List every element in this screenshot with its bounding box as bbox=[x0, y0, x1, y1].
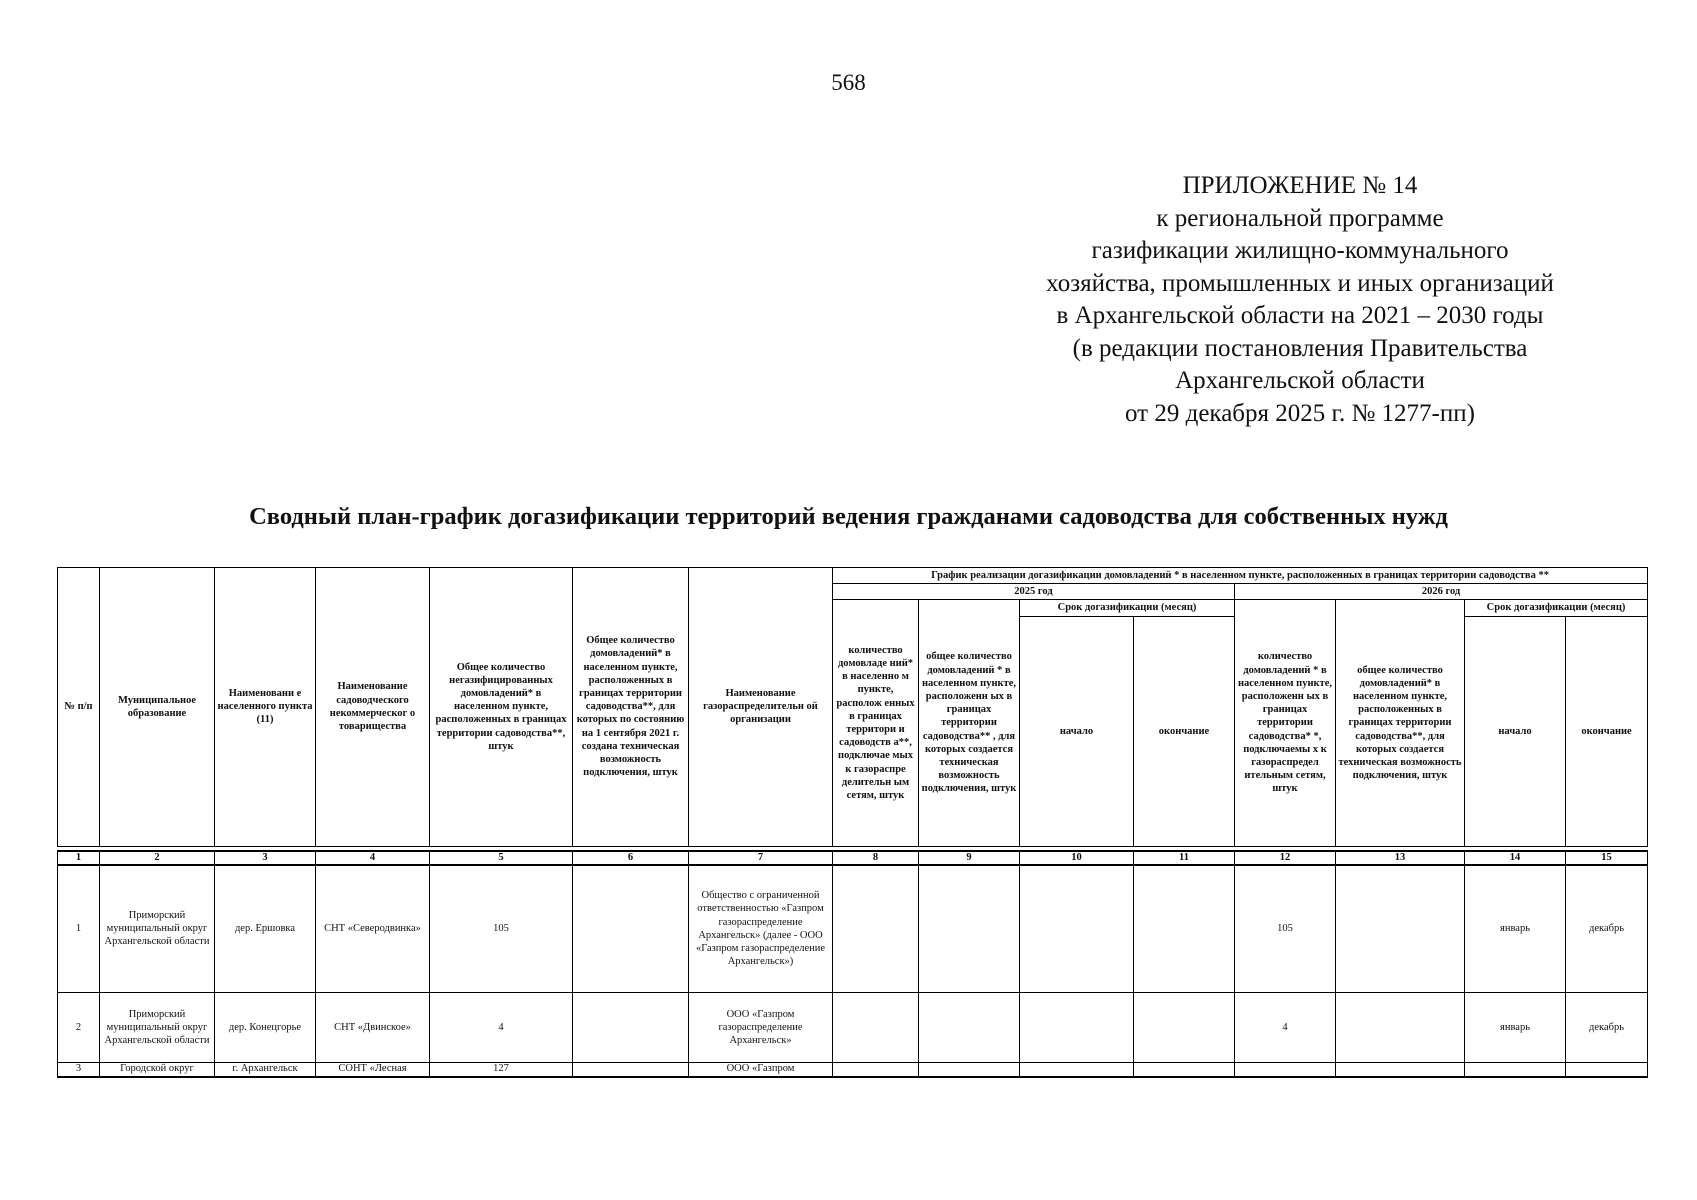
appendix-line: в Архангельской области на 2021 – 2030 годы bbox=[1056, 302, 1544, 329]
row-number: 2 bbox=[58, 993, 100, 1063]
header-gas-org: Наименование газораспределительн ой организации bbox=[689, 568, 833, 847]
gasification-plan-table bbox=[57, 567, 1648, 1078]
document-title: Сводный план-график догазификации территорий ведения гражданами садоводства для собственных нужд bbox=[249, 503, 1448, 530]
header-connected-2025: количество домовладе ний* в населенно м пункте, располож енных в границах территори и садоводств а**, подключае мых к газораспре делительн ым сетям, штук bbox=[833, 600, 919, 846]
start-2026-cell: январь bbox=[1465, 993, 1566, 1063]
column-number: 12 bbox=[1235, 851, 1336, 865]
header-number: № п/п bbox=[58, 568, 100, 847]
column-number: 6 bbox=[573, 851, 689, 865]
header-start-2026: начало bbox=[1465, 616, 1566, 846]
connected-2025-cell bbox=[833, 865, 919, 993]
header-end-2025: окончание bbox=[1134, 616, 1235, 846]
column-number: 4 bbox=[316, 851, 430, 865]
column-number: 15 bbox=[1566, 851, 1648, 865]
connected-2026-cell: 105 bbox=[1235, 865, 1336, 993]
connected-2026-cell bbox=[1235, 1063, 1336, 1078]
municipality-cell: Городской округ bbox=[100, 1063, 215, 1078]
column-number: 9 bbox=[919, 851, 1020, 865]
column-number: 2 bbox=[100, 851, 215, 865]
header-year-2026: 2026 год bbox=[1235, 584, 1648, 600]
header-municipality: Муниципальное образование bbox=[100, 568, 215, 847]
end-2026-cell bbox=[1566, 1063, 1648, 1078]
gas-org-cell: Общество с ограниченной ответственностью «Газпром газораспределение Архангельск» (далее - ООО «Газпром газораспределение Архангельск») bbox=[689, 865, 833, 993]
header-capability-2026: общее количество домовладений* в населенном пункте, расположенных в границах территории садоводства**, для которых создается техническая возможность подключения, штук bbox=[1336, 600, 1465, 846]
header-partnership: Наименование садоводческого некоммерческог о товарищества bbox=[316, 568, 430, 847]
row-number: 3 bbox=[58, 1063, 100, 1078]
start-2026-cell: январь bbox=[1465, 865, 1566, 993]
appendix-line: газификации жилищно-коммунального bbox=[1091, 237, 1509, 264]
header-settlement: Наименовани е населенного пункта (11) bbox=[215, 568, 316, 847]
header-schedule-group: График реализации догазификации домовладений * в населенном пункте, расположенных в границах территории садоводства ** bbox=[833, 568, 1648, 584]
row-number: 1 bbox=[58, 865, 100, 993]
end-2025-cell bbox=[1134, 865, 1235, 993]
column-number: 8 bbox=[833, 851, 919, 865]
header-connected-2026: количество домовладений * в населенном пункте, расположенн ых в границах территории садоводства* *, подключаемы х к газораспредел ительным сетям, штук bbox=[1235, 600, 1336, 846]
capability-2025-cell bbox=[919, 993, 1020, 1063]
total-cell: 127 bbox=[430, 1063, 573, 1078]
column-number: 5 bbox=[430, 851, 573, 865]
page-number: 568 bbox=[831, 70, 866, 95]
end-2026-cell: декабрь bbox=[1566, 993, 1648, 1063]
end-2025-cell bbox=[1134, 993, 1235, 1063]
capability-2026-cell bbox=[1336, 993, 1465, 1063]
capability-2025-cell bbox=[919, 865, 1020, 993]
municipality-cell: Приморский муниципальный округ Архангельской области bbox=[100, 993, 215, 1063]
gas-org-cell: ООО «Газпром bbox=[689, 1063, 833, 1078]
total-cell: 4 bbox=[430, 993, 573, 1063]
settlement-cell: г. Архангельск bbox=[215, 1063, 316, 1078]
settlement-cell: дер. Ершовка bbox=[215, 865, 316, 993]
column-number: 7 bbox=[689, 851, 833, 865]
column-number: 1 bbox=[58, 851, 100, 865]
capability-2026-cell bbox=[1336, 1063, 1465, 1078]
table-row bbox=[58, 865, 1648, 993]
connected-2025-cell bbox=[833, 993, 919, 1063]
appendix-line: к региональной программе bbox=[1156, 204, 1444, 232]
connected-2026-cell: 4 bbox=[1235, 993, 1336, 1063]
end-2025-cell bbox=[1134, 1063, 1235, 1078]
capability-2025-cell bbox=[919, 1063, 1020, 1078]
settlement-cell: дер. Конецгорье bbox=[215, 993, 316, 1063]
appendix-line: от 29 декабря 2025 г. № 1277-пп) bbox=[1125, 399, 1475, 427]
appendix-line: Архангельской области bbox=[1175, 367, 1425, 394]
header-capability-2021: Общее количество домовладений* в населенном пункте, расположенных в границах территории садоводства**, для которых по состоянию на 1 сентября 2021 г. создана техническая возможность подключения, штук bbox=[573, 568, 689, 847]
column-number: 10 bbox=[1020, 851, 1134, 865]
appendix-line: (в редакции постановления Правительства bbox=[1072, 334, 1528, 362]
header-year-2025: 2025 год bbox=[833, 584, 1235, 600]
header-term-2026: Срок догазификации (месяц) bbox=[1465, 600, 1648, 616]
capability-2021-cell bbox=[573, 1063, 689, 1078]
capability-2021-cell bbox=[573, 993, 689, 1063]
partnership-cell: СОНТ «Лесная bbox=[316, 1063, 430, 1078]
appendix-heading bbox=[980, 170, 1620, 430]
column-numbers-row bbox=[58, 851, 1648, 865]
column-number: 14 bbox=[1465, 851, 1566, 865]
header-total-ungasified: Общее количество негазифицированных домовладений* в населенном пункте, расположенных в границах территории садоводства**, штук bbox=[430, 568, 573, 847]
appendix-line: хозяйства, промышленных и иных организаций bbox=[1046, 269, 1554, 297]
table-row bbox=[58, 1063, 1648, 1078]
start-2026-cell bbox=[1465, 1063, 1566, 1078]
header-term-2025: Срок догазификации (месяц) bbox=[1020, 600, 1235, 616]
gas-org-cell: ООО «Газпром газораспределение Архангельск» bbox=[689, 993, 833, 1063]
header-capability-2025: общее количество домовладений * в населенном пункте, расположенн ых в границах территории садоводства** , для которых создается техническая возможность подключения, штук bbox=[919, 600, 1020, 846]
total-cell: 105 bbox=[430, 865, 573, 993]
column-number: 11 bbox=[1134, 851, 1235, 865]
start-2025-cell bbox=[1020, 865, 1134, 993]
start-2025-cell bbox=[1020, 1063, 1134, 1078]
appendix-line: ПРИЛОЖЕНИЕ № 14 bbox=[1182, 172, 1418, 199]
column-number: 3 bbox=[215, 851, 316, 865]
partnership-cell: СНТ «Северодвинка» bbox=[316, 865, 430, 993]
header-row bbox=[58, 568, 1648, 584]
end-2026-cell: декабрь bbox=[1566, 865, 1648, 993]
capability-2026-cell bbox=[1336, 865, 1465, 993]
connected-2025-cell bbox=[833, 1063, 919, 1078]
header-start-2025: начало bbox=[1020, 616, 1134, 846]
start-2025-cell bbox=[1020, 993, 1134, 1063]
partnership-cell: СНТ «Двинское» bbox=[316, 993, 430, 1063]
table-row bbox=[58, 993, 1648, 1063]
column-number: 13 bbox=[1336, 851, 1465, 865]
capability-2021-cell bbox=[573, 865, 689, 993]
municipality-cell: Приморский муниципальный округ Архангельской области bbox=[100, 865, 215, 993]
header-end-2026: окончание bbox=[1566, 616, 1648, 846]
